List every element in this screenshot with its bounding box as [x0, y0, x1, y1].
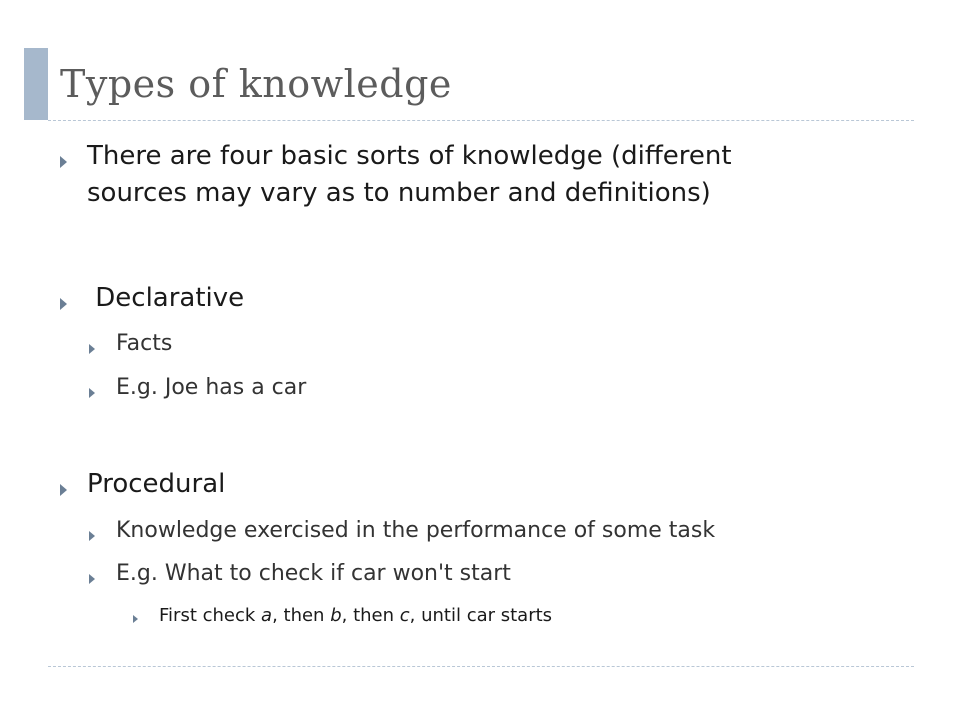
bullet-intro-line-1: There are four basic sorts of knowledge (different [87, 141, 732, 171]
variable-a: a [261, 605, 273, 626]
triangle-right-icon [89, 388, 95, 398]
variable-b: b [330, 605, 342, 626]
triangle-right-icon [89, 531, 95, 541]
triangle-right-icon [60, 484, 67, 496]
sub-bullet-example-declarative-label: E.g. Joe has a car [116, 375, 307, 400]
triangle-right-icon [60, 156, 67, 168]
slide-title: Types of knowledge [60, 62, 452, 106]
variable-c: c [399, 605, 410, 626]
sub-bullet-facts-label: Facts [116, 331, 173, 356]
bullet-declarative-label: Declarative [87, 283, 245, 313]
sub-bullet-procedural-definition-label: Knowledge exercised in the performance of some task [116, 518, 716, 543]
footer-divider [48, 666, 914, 667]
triangle-right-icon [133, 615, 138, 623]
bullet-procedural-label: Procedural [87, 469, 226, 499]
triangle-right-icon [60, 298, 67, 310]
sub-bullet-example-procedural-label: E.g. What to check if car won't start [116, 561, 511, 586]
sub-sub-bullet-steps-label: First check a, then b, then c, until car starts [159, 605, 553, 626]
bullet-intro-line-2: sources may vary as to number and definitions) [87, 178, 711, 208]
triangle-right-icon [89, 344, 95, 354]
triangle-right-icon [89, 574, 95, 584]
